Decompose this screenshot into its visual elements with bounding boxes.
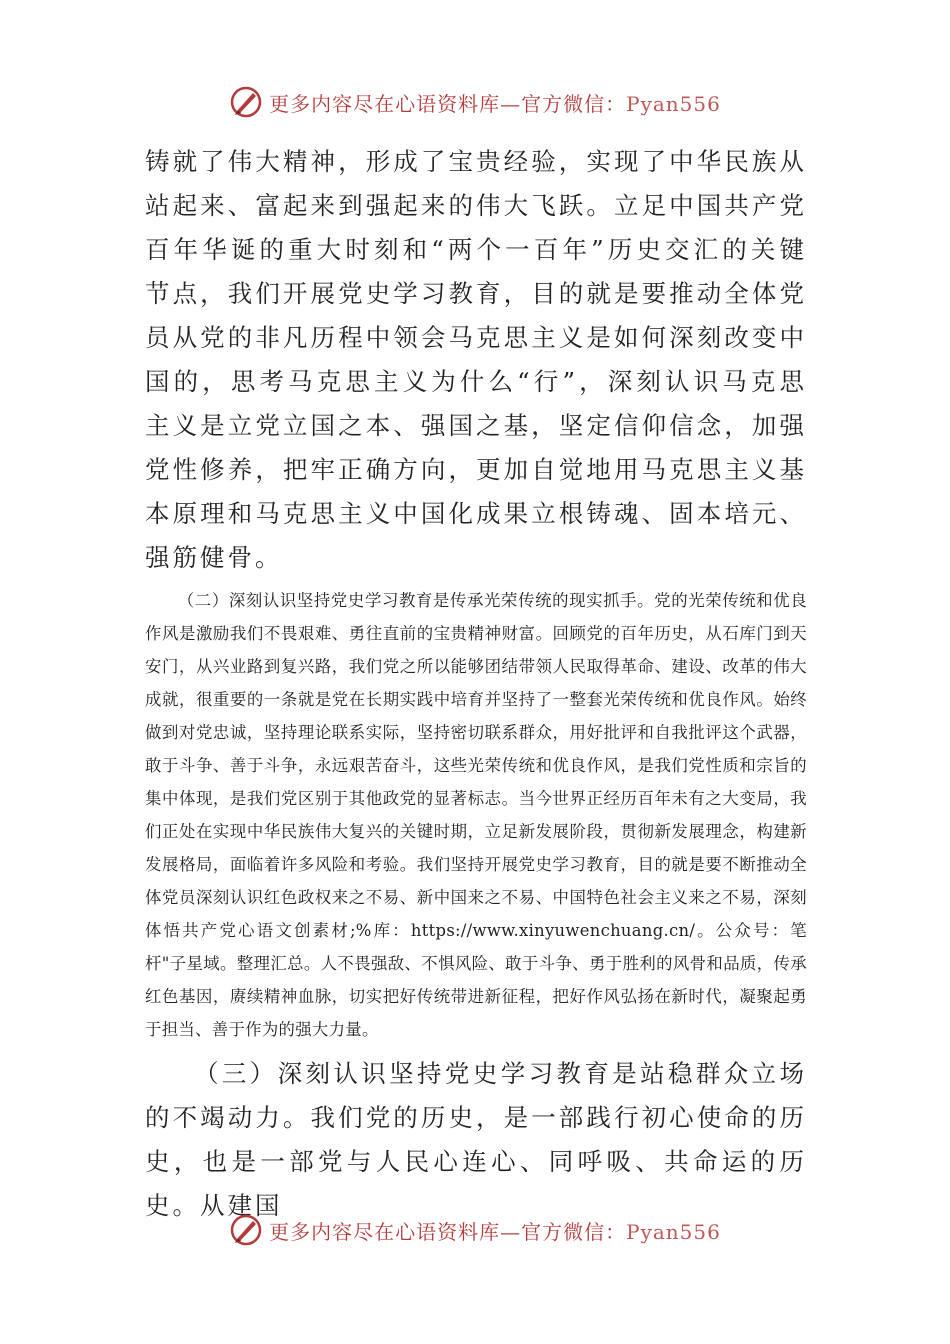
pen-logo-icon	[229, 1213, 263, 1247]
paragraph-2: （二）深刻认识坚持党史学习教育是传承光荣传统的现实抓手。党的光荣传统和优良作风是激励我们不畏艰难、勇往直前的宝贵精神财富。回顾党的百年历史，从石库门到天安门，从兴业路到复兴路，我们党之所以能够团结带领人民取得革命、建设、改革的伟大成就，很重要的一条就是党在长期实践中培育并坚持了一整套光荣传统和优良作风。始终做到对党忠诚，坚持理论联系实际，坚持密切联系群众，用好批评和自我批评这个武器，敢于斗争、善于斗争，永远艰苦奋斗，这些光荣传统和优良作风，是我们党性质和宗旨的集中体现，是我们党区别于其他政党的显著标志。当今世界正经历百年未有之大变局，我们正处在实现中华民族伟大复兴的关键时期，立足新发展阶段，贯彻新发展理念，构建新发展格局，面临着许多风险和考验。我们坚持开展党史学习教育，目的就是要不断推动全体党员深刻认识红色政权来之不易、新中国来之不易、中国特色社会主义来之不易，深刻体悟共产党心语文创素材;%库：https://www.xinyuwenchuang.cn/。公众号：笔杆"子星域。整理汇总。人不畏强敌、不惧风险、敢于斗争、勇于胜利的风骨和品质，传承红色基因，赓续精神血脉，切实把好传统带进新征程，把好作风弘扬在新时代，凝聚起勇于担当、善于作为的强大力量。	[145, 591, 807, 1039]
footer-banner	[0, 1210, 950, 1250]
banner-label: 更多内容尽在心语资料库—官方微信：	[269, 1219, 627, 1244]
paragraph-3: （三）深刻认识坚持党史学习教育是站稳群众立场的不竭动力。我们党的历史，是一部践行初心使命的历史，也是一部党与人民心连心、同呼吸、共命运的历史。从建国	[145, 1059, 807, 1220]
header-banner	[0, 82, 950, 122]
banner-text	[269, 88, 721, 117]
paragraph-3-block	[145, 1052, 807, 1228]
banner-wechat-id: Pyan556	[626, 1219, 721, 1244]
paragraph-2-block	[145, 584, 807, 1046]
paragraph-1: 铸就了伟大精神，形成了宝贵经验，实现了中华民族从站起来、富起来到强起来的伟大飞跃。立足中国共产党百年华诞的重大时刻和“两个一百年”历史交汇的关键节点，我们开展党史学习教育，目的就是要推动全体党员从党的非凡历程中领会马克思主义是如何深刻改变中国的，思考马克思主义为什么“行”，深刻认识马克思主义是立党立国之本、强国之基，坚定信仰信念，加强党性修养，把牢正确方向，更加自觉地用马克思主义基本原理和马克思主义中国化成果立根铸魂、固本培元、强筋健骨。	[145, 147, 807, 572]
paragraph-1-block	[145, 140, 807, 580]
banner-wechat-id: Pyan556	[626, 91, 721, 116]
banner-text	[269, 1216, 721, 1245]
document-body	[145, 140, 807, 1220]
pen-logo-icon	[229, 85, 263, 119]
banner-label: 更多内容尽在心语资料库—官方微信：	[269, 91, 627, 116]
